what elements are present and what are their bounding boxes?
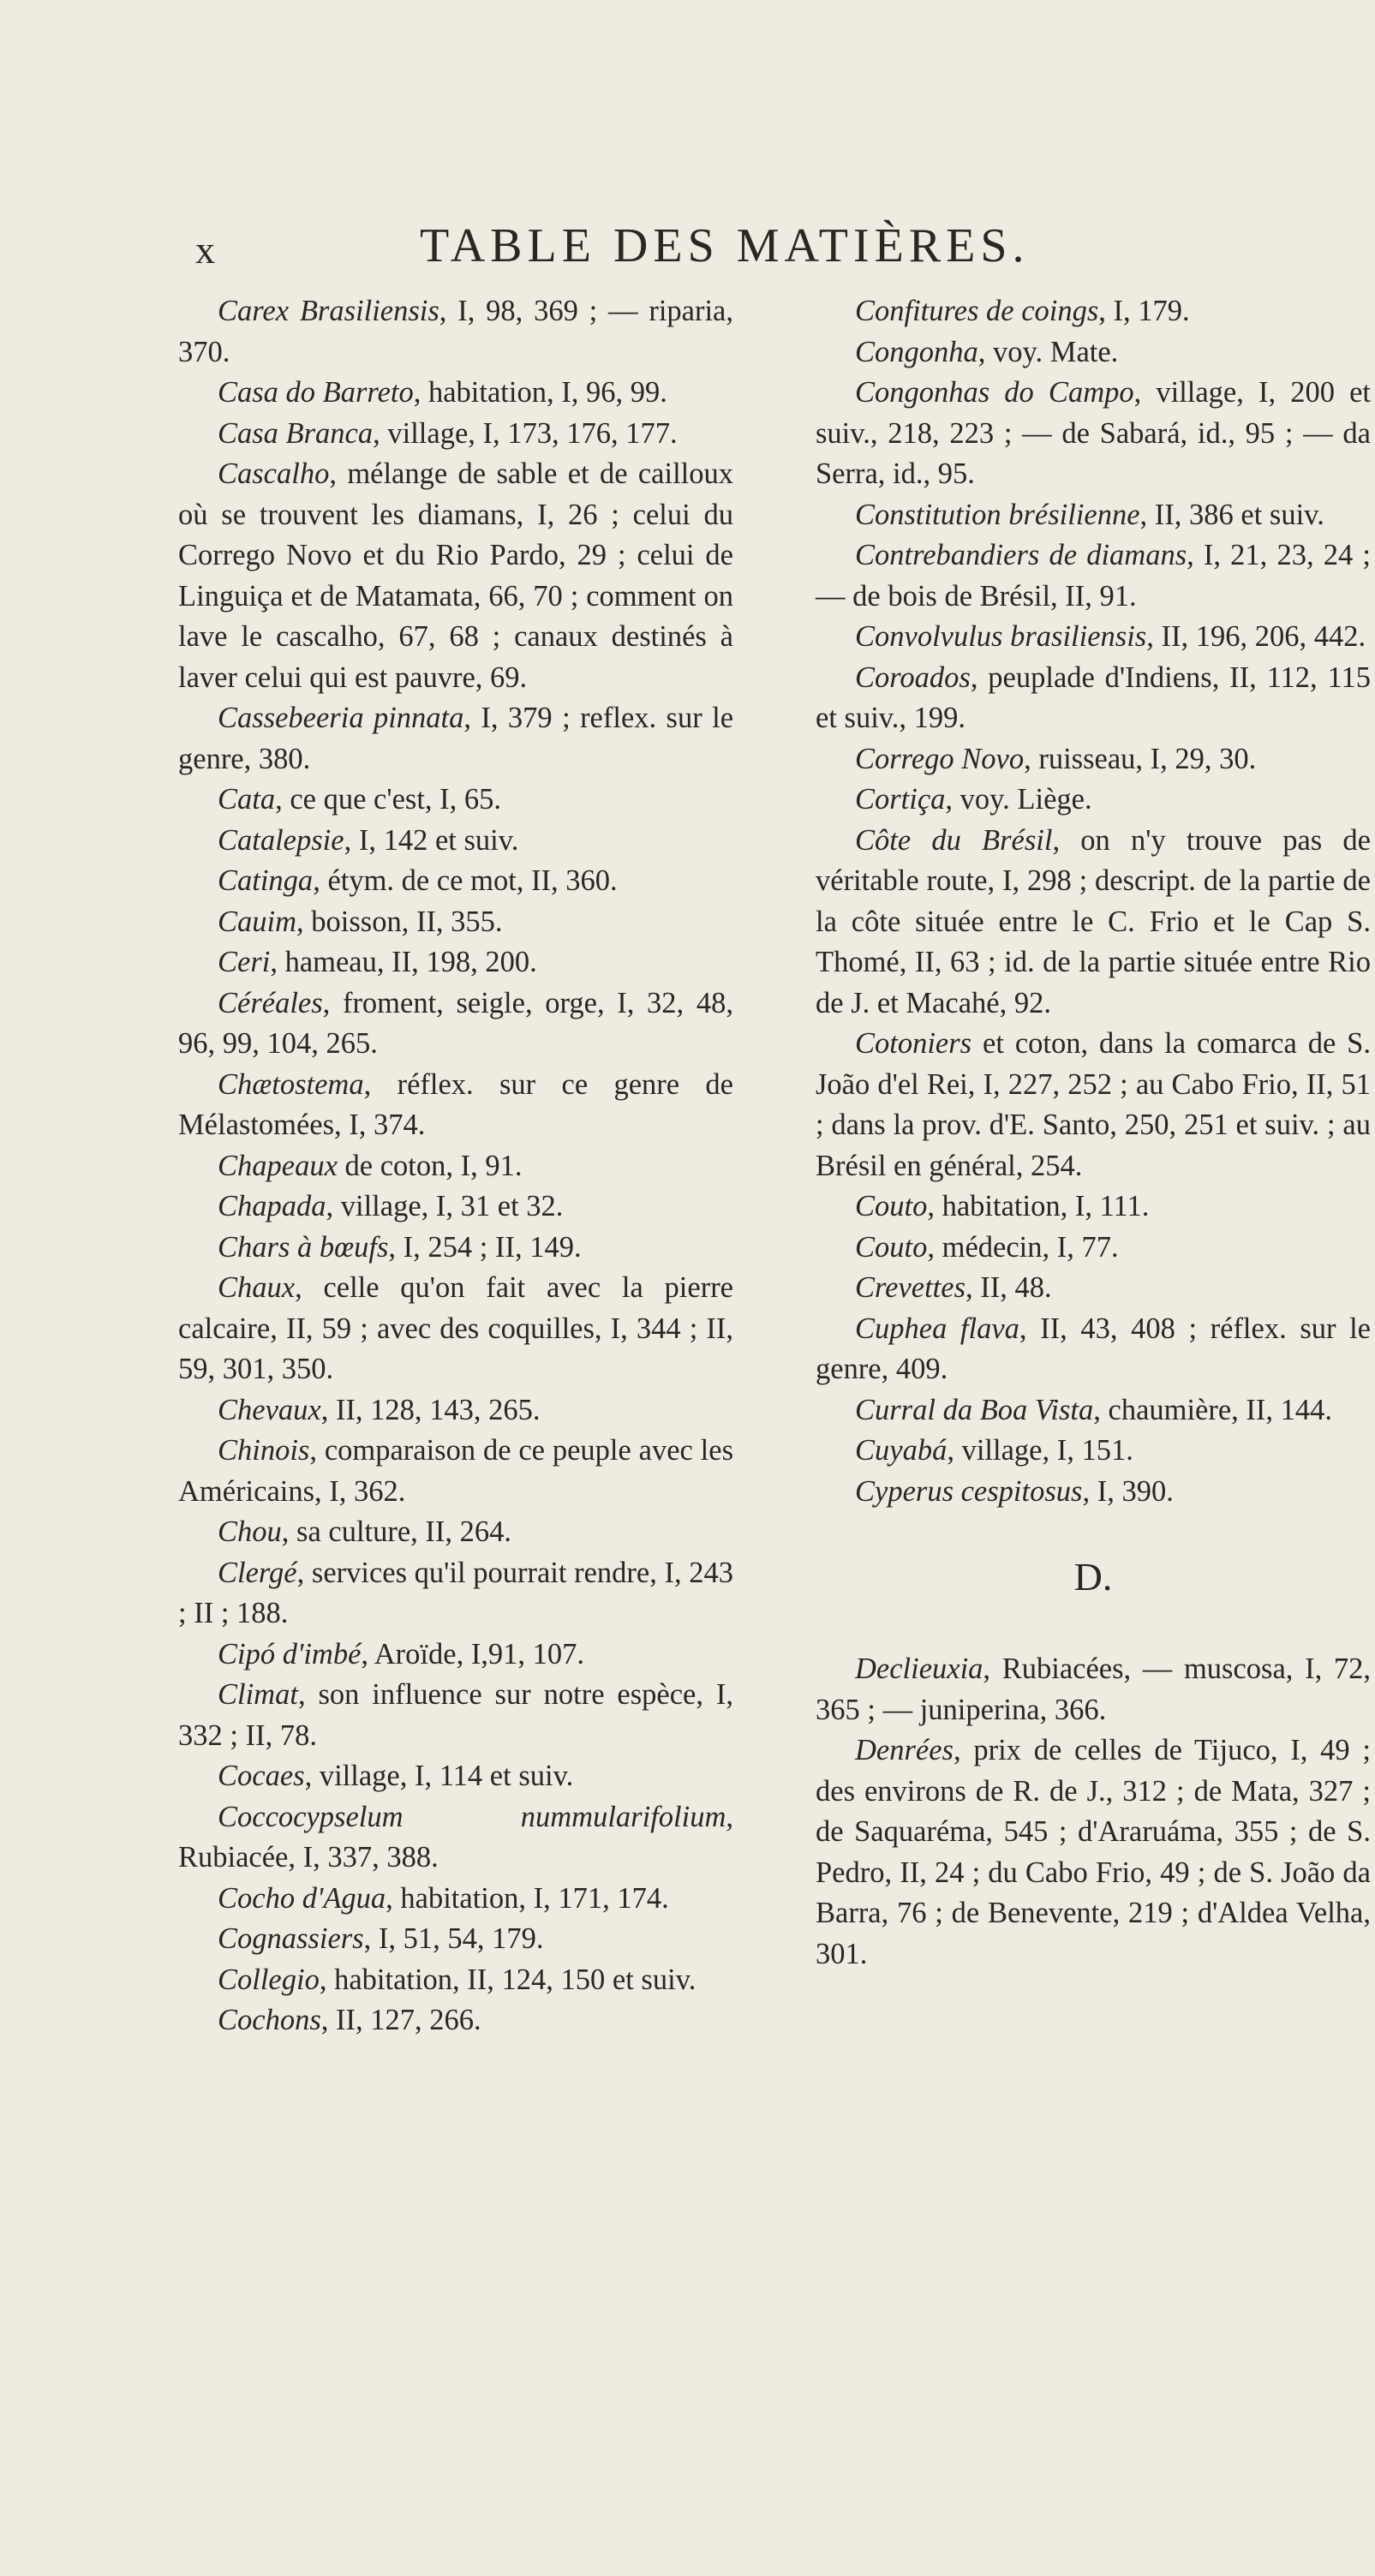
running-title: TABLE DES MATIÈRES. (420, 219, 1030, 272)
page-header (0, 218, 1375, 278)
index-entry: Clergé, services qu'il pourrait rendre, I, 243 ; II ; 188. (178, 1556, 733, 1629)
index-entry: Chapada, village, I, 31 et 32. (218, 1190, 564, 1222)
index-entry: Cuphea flava, II, 43, 408 ; réflex. sur le genre, 409. (816, 1312, 1371, 1385)
index-entry: Casa do Barreto, habitation, I, 96, 99. (218, 376, 667, 409)
index-entry: Coroados, peuplade d'Indiens, II, 112, 115 et suiv., 199. (816, 660, 1371, 734)
index-entry: Convolvulus brasiliensis, II, 196, 206, 442. (855, 620, 1366, 653)
index-entry: Coccocypselum nummularifolium, Rubiacée, I, 337, 388. (178, 1800, 733, 1874)
index-entry: Carex Brasiliensis, I, 98, 369 ; — riparia, 370. (178, 295, 733, 368)
index-entry: Congonha, voy. Mate. (855, 335, 1119, 368)
index-column-left (178, 291, 733, 2041)
index-entry: Céréales, froment, seigle, orge, I, 32, 48, 96, 99, 104, 265. (178, 986, 733, 1060)
index-entry: Corrego Novo, ruisseau, I, 29, 30. (855, 742, 1257, 775)
index-entry: Cochons, II, 127, 266. (218, 2004, 481, 2036)
index-entry: Declieuxia, Rubiacées, — muscosa, I, 72, 365 ; — juniperina, 366. (816, 1653, 1371, 1726)
index-entry: Chars à bœufs, I, 254 ; II, 149. (218, 1230, 582, 1264)
index-column-right (816, 291, 1371, 1975)
index-entry: Chætostema, réflex. sur ce genre de Mélastomées, I, 374. (178, 1067, 733, 1141)
index-entry: Curral da Boa Vista, chaumière, II, 144. (855, 1393, 1333, 1426)
index-entry: Constitution brésilienne, II, 386 et suiv. (855, 498, 1324, 531)
index-entry: Cuyabá, village, I, 151. (855, 1434, 1133, 1467)
index-entry: Contrebandiers de diamans, I, 21, 23, 24 ; — de bois de Brésil, II, 91. (816, 539, 1372, 613)
index-entry: Confitures de coings, I, 179. (855, 295, 1190, 327)
index-entry: Chapeaux de coton, I, 91. (218, 1149, 523, 1182)
index-entry: Cotoniers et coton, dans la comarca de S. João d'el Rei, I, 227, 252 ; au Cabo Frio, II, 51 ; dans la prov. d'E. Santo, 250, 251 et suiv. ; au Brésil en général, 254. (816, 1027, 1371, 1182)
index-entry: Congonhas do Campo, village, I, 200 et suiv., 218, 223 ; — de Sabará, id., 95 ; — da Serra, id., 95. (816, 376, 1371, 490)
section-heading-d: D. (1073, 1555, 1113, 1599)
index-entry: Cyperus cespitosus, I, 390. (855, 1474, 1174, 1508)
index-entry: Climat, son influence sur notre espèce, I, 332 ; II, 78. (178, 1678, 733, 1752)
index-entry: Chaux, celle qu'on fait avec la pierre calcaire, II, 59 ; avec des coquilles, I, 344 ; II, 59, 301, 350. (178, 1271, 733, 1385)
index-entry: Cata, ce que c'est, I, 65. (218, 783, 502, 816)
index-entry: Côte du Brésil, on n'y trouve pas de véritable route, I, 298 ; descript. de la partie de la côte située entre le C. Frio et le Cap S. Thomé, II, 63 ; id. de la partie située entre Rio de J. et Macahé, 92. (816, 823, 1371, 1019)
index-entry: Crevettes, II, 48. (855, 1271, 1052, 1304)
index-entry: Casa Branca, village, I, 173, 176, 177. (218, 416, 678, 450)
index-entry: Chevaux, II, 128, 143, 265. (218, 1393, 541, 1426)
index-entry: Cocaes, village, I, 114 et suiv. (218, 1760, 574, 1792)
index-entry: Cauim, boisson, II, 355. (218, 905, 503, 938)
index-entry: Cognassiers, I, 51, 54, 179. (218, 1922, 544, 1955)
index-entry: Chou, sa culture, II, 264. (218, 1515, 512, 1548)
index-entry: Denrées, prix de celles de Tijuco, I, 49 ; des environs de R. de J., 312 ; de Mata, 327 ; de Saquaréma, 545 ; d'Araruáma, 355 ; de S. Pedro, II, 24 ; du Cabo Frio, 49 ; de S. João da Barra, 76 ; de Benevente, 219 ; d'Aldea Velha, 301. (816, 1734, 1371, 1970)
index-entry: Cipó d'imbé, Aroïde, I,91, 107. (218, 1637, 585, 1671)
index-entry: Catinga, étym. de ce mot, II, 360. (218, 864, 618, 897)
index-entry: Cascalho, mélange de sable et de cailloux où se trouvent les diamans, I, 26 ; celui du Corrego Novo et du Rio Pardo, 29 ; celui de Linguiça et de Matamata, 66, 70 ; comment on lave le cascalho, 67, 68 ; canaux destinés à laver celui qui est pauvre, 69. (178, 457, 733, 694)
index-entry: Collegio, habitation, II, 124, 150 et suiv. (218, 1963, 696, 1996)
page-number: x (195, 228, 217, 272)
index-entry: Ceri, hameau, II, 198, 200. (218, 946, 537, 978)
index-entry: Cocho d'Agua, habitation, I, 171, 174. (218, 1881, 669, 1915)
index-entry: Couto, médecin, I, 77. (855, 1230, 1119, 1264)
index-entry: Chinois, comparaison de ce peuple avec les Américains, I, 362. (178, 1434, 733, 1508)
index-entry: Cortiça, voy. Liège. (855, 783, 1092, 816)
index-entry: Catalepsie, I, 142 et suiv. (218, 823, 519, 857)
index-entry: Cassebeeria pinnata, I, 379 ; reflex. sur le genre, 380. (178, 702, 734, 775)
index-entry: Couto, habitation, I, 111. (855, 1190, 1150, 1222)
